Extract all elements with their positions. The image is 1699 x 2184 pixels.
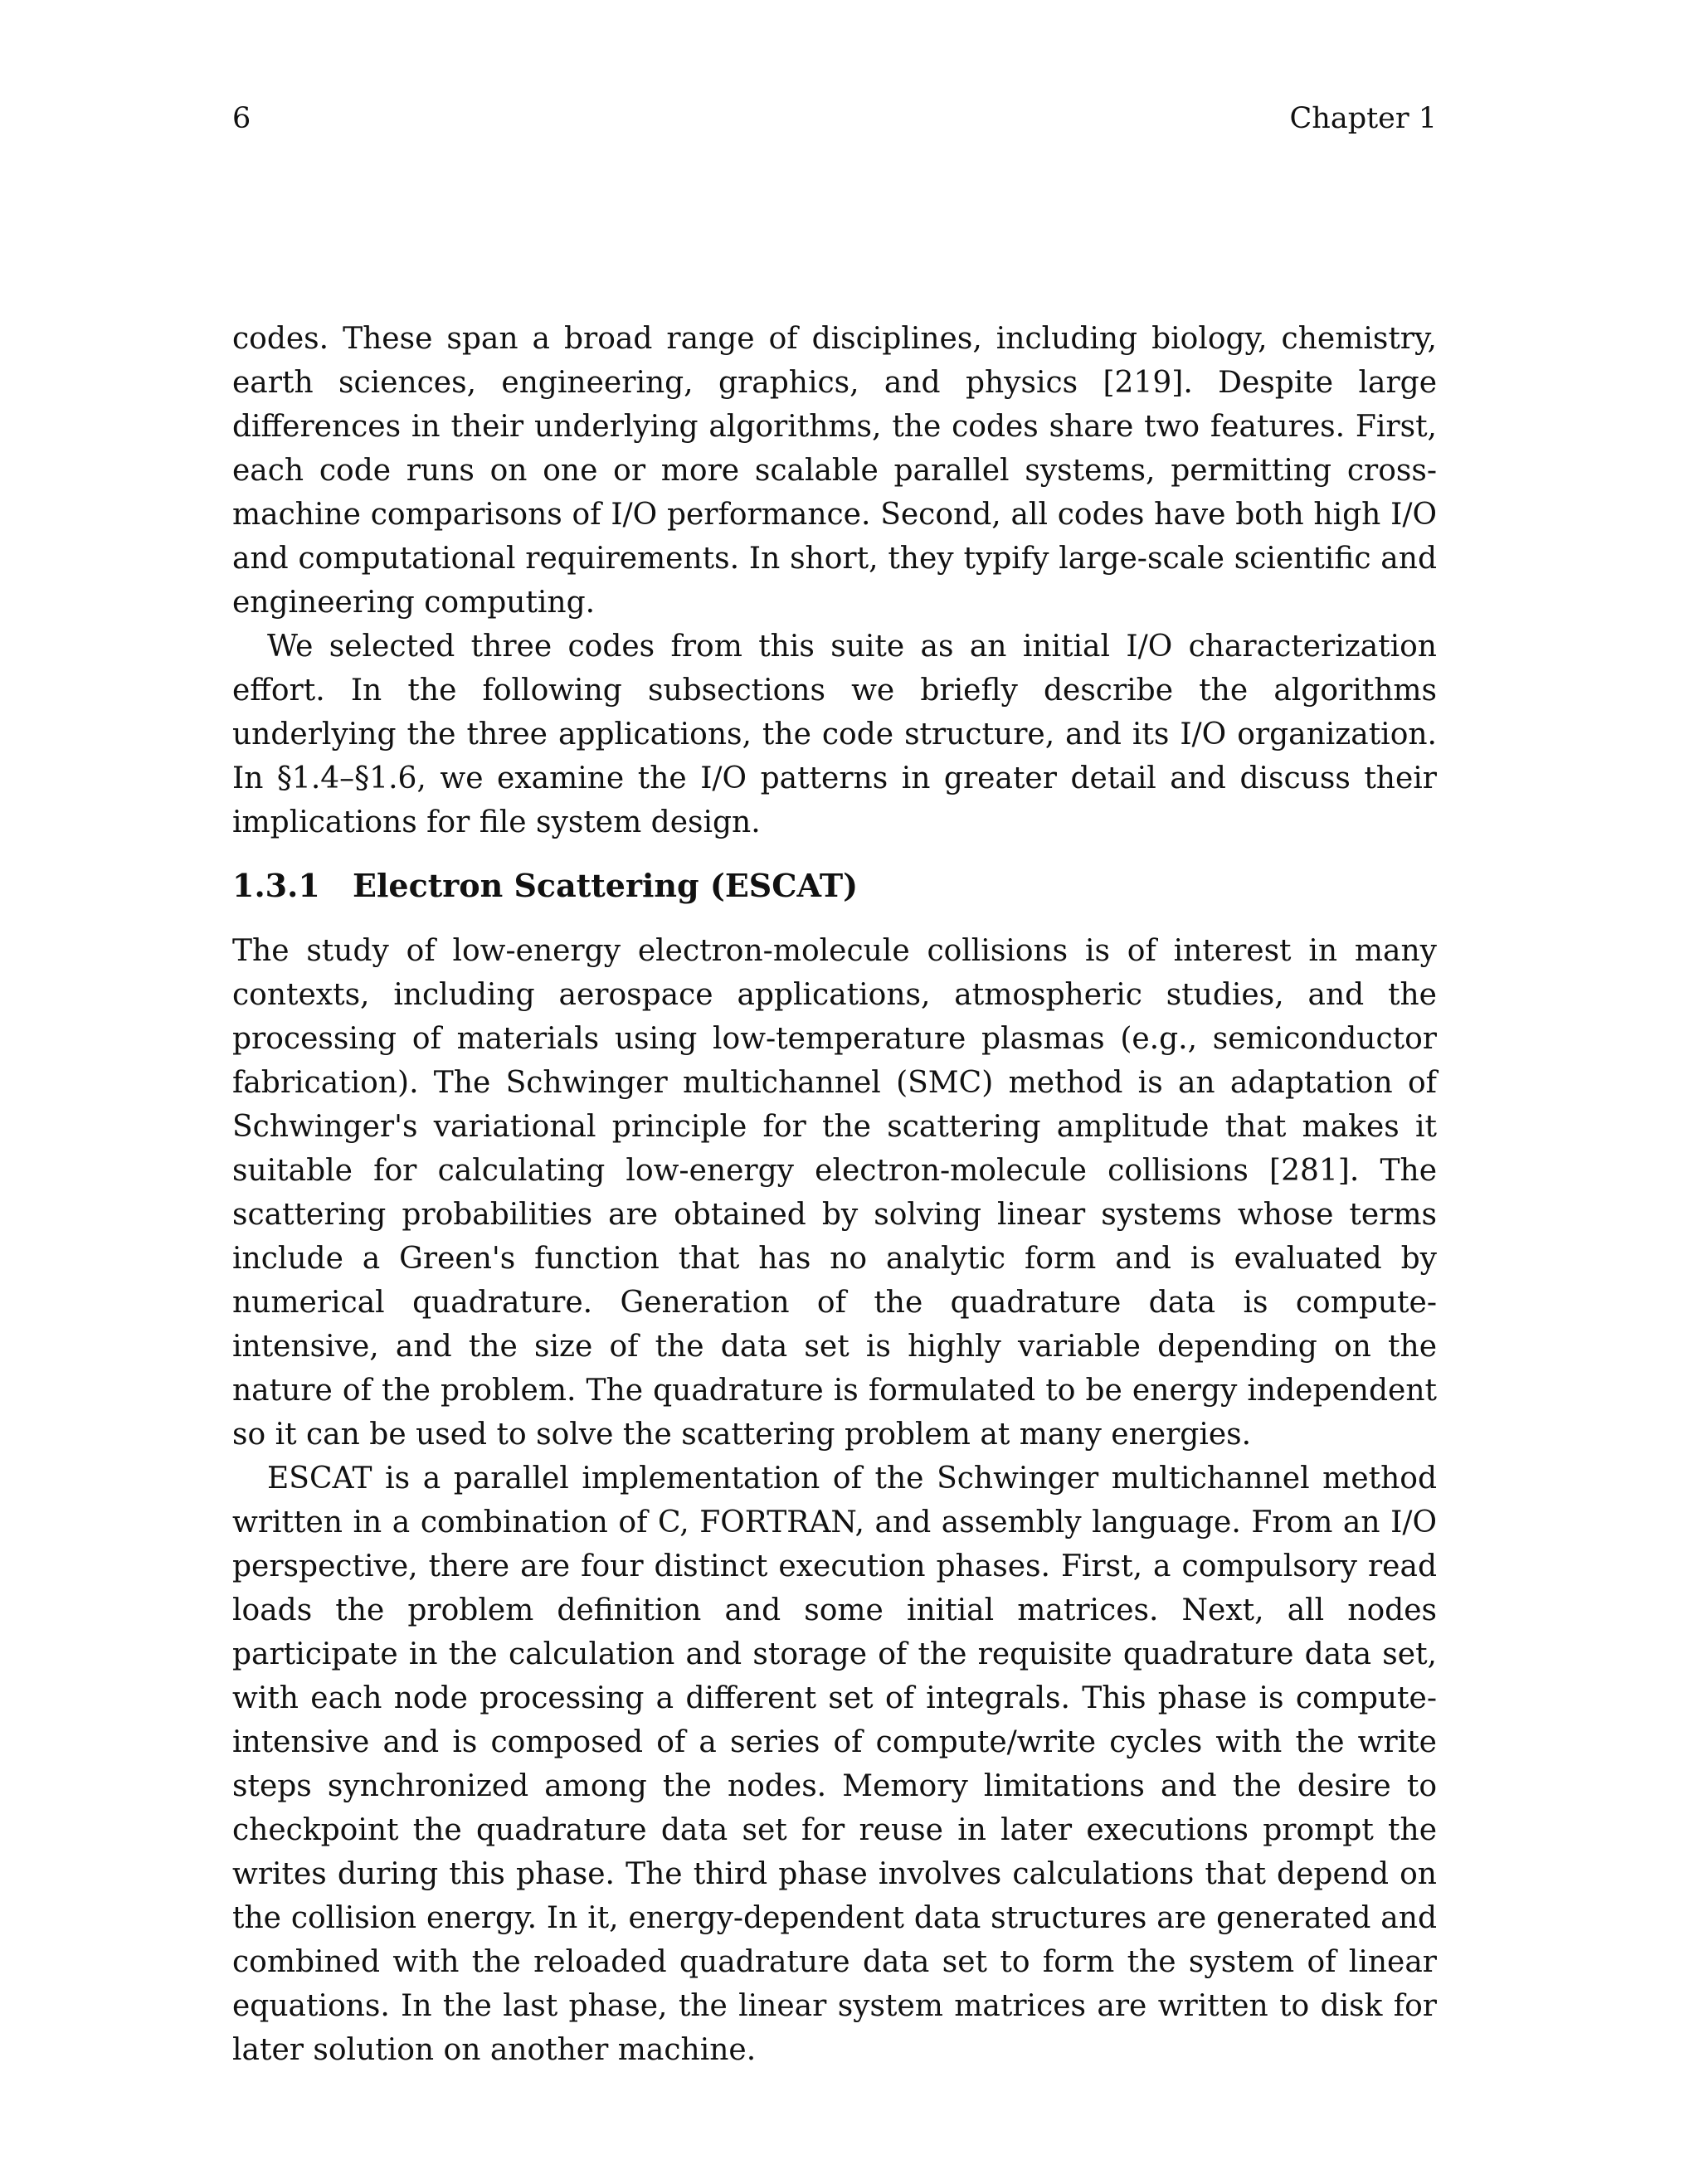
- paragraph-smc-method: The study of low-energy electron-molecule collisions is of interest in many contexts, including aerospace applications, atmospheric studies, and the processing of materials using low-temperature plasmas (e.g., semiconductor fabrication). The Schwinger multichannel (SMC) method is an adaptation of Schwinger's variational principle for the scattering amplitude that makes it suitable for calculating low-energy electron-molecule collisions [281]. The scattering probabilities are obtained by solving linear systems whose terms include a Green's function that has no analytic form and is evaluated by numerical quadrature. Generation of the quadrature data is compute-intensive, and the size of the data set is highly variable depending on the nature of the problem. The quadrature is formulated to be energy independent so it can be used to solve the scattering problem at many energies.: [232, 934, 1437, 1452]
- page-header: [232, 98, 1437, 139]
- section-heading: [232, 864, 1437, 907]
- running-head: Chapter 1: [1289, 102, 1437, 135]
- page-number: 6: [232, 102, 251, 135]
- section-number: 1.3.1: [232, 867, 320, 904]
- body-text: [232, 317, 1437, 2072]
- paragraph-continuation: codes. These span a broad range of disciplines, including biology, chemistry, earth sciences, engineering, graphics, and physics [219]. Despite large differences in their underlying algorithms, the codes share two features. First, each code runs on one or more scalable parallel systems, permitting cross-machine comparisons of I/O performance. Second, all codes have both high I/O and computational requirements. In short, they typify large-scale scientific and engineering computing.: [232, 322, 1437, 620]
- section-title: Electron Scattering (ESCAT): [353, 867, 859, 904]
- paragraph-escat-phases: ESCAT is a parallel implementation of the Schwinger multichannel method written in a combination of C, FORTRAN, and assembly language. From an I/O perspective, there are four distinct execution phases. First, a compulsory read loads the problem definition and some initial matrices. Next, all nodes participate in the calculation and storage of the requisite quadrature data set, with each node processing a different set of integrals. This phase is compute-intensive and is composed of a series of compute/write cycles with the write steps synchronized among the nodes. Memory limitations and the desire to checkpoint the quadrature data set for reuse in later executions prompt the writes during this phase. The third phase involves calculations that depend on the collision energy. In it, energy-dependent data structures are generated and combined with the reloaded quadrature data set to form the system of linear equations. In the last phase, the linear system matrices are written to disk for later solution on another machine.: [232, 1462, 1437, 2067]
- paragraph-code-selection: We selected three codes from this suite as an initial I/O characterization effort. In the following subsections we briefly describe the algorithms underlying the three applications, the code structure, and its I/O organization. In §1.4–§1.6, we examine the I/O patterns in greater detail and discuss their implications for file system design.: [232, 630, 1437, 839]
